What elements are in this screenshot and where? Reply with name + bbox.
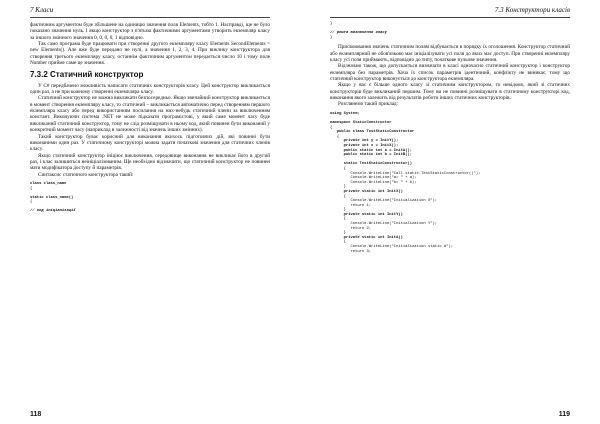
- code-line: Console.WriteLine("b= " + b);: [330, 180, 417, 185]
- paragraph: Так само програма буде працювати при створенні другого екземпляру класу Elements SecondElements = new Elements(). Але вже буде передано не нулі, а значення 1, 2, 3, 4. При виклику конструктора для створення третього екземпляру класу, останнім фактичним аргументом передається число 10 і тому поле Number прийме саме це значення.: [30, 41, 270, 67]
- right-page: [300, 0, 600, 424]
- section-header-title: 7.3 Конструктори класів: [494, 6, 570, 14]
- code-line: // решта визначення класу: [330, 31, 387, 36]
- code-line: namespace StaticConstructor: [330, 121, 392, 125]
- chapter-title: 7 Класи: [30, 6, 54, 14]
- code-line: {: [30, 186, 33, 191]
- code-line: {: [330, 240, 346, 245]
- page-number: 119: [558, 411, 570, 418]
- code-line: {: [330, 125, 333, 130]
- paragraph: Такий конструктор буває корисний для виконання якихось підготовчих дій, які повинні бути виконаними один раз. У статичному конструкторі можна задати початкові значення для статичних членів класу.: [30, 133, 270, 153]
- code-line: private static int InitY(): [330, 212, 403, 217]
- code-line: return 1;: [330, 203, 372, 208]
- code-line: static class_name(): [30, 195, 74, 200]
- code-line: }: [330, 208, 346, 213]
- code-line: class class_name: [30, 181, 67, 186]
- code-line: }: [330, 22, 333, 26]
- code-line: Console.WriteLine("Call static TestStaticConstructor()");: [330, 171, 481, 176]
- paragraph: Синтаксис статичного конструктора такий:: [38, 171, 134, 178]
- paragraph: Присвоювання значень статичним полям відбувається в порядку їх оголошення. Конструктор статичний або екземплярний не обов'язково має ініціалізувати усі поля до яких має доступ. При створенні екземпляру класу усі поля приймають, відповідно до типу, початкове нульове значення.: [330, 44, 570, 64]
- code-line: {: [330, 166, 346, 171]
- left-page-body: [30, 22, 270, 214]
- code-block: [330, 112, 570, 254]
- paragraph: Якщо статичний конструктор ініціює виключення, середовище виконання не викликає його в другий раз, і клас залишиться неініціалізованим. Ще необхідно відзначити, що статичний конструктор не повинен мати модифікатора доступу й параметрів.: [30, 152, 270, 172]
- code-line: private int y = InitY();: [330, 139, 399, 144]
- code-line: public class TestStaticConstructor: [330, 130, 415, 135]
- code-line: public static int b = InitB();: [330, 153, 413, 158]
- code-line: private static int InitX(): [330, 189, 403, 194]
- paragraph: фактичним аргументом буде збільшене на одиницю значення поля Elements, тобто 1. Насправді, ще не було показано значення нуль. І якщо конструктор з п'ятьма фактичними аргументами утворить екземпляр класу за іншого змінного значення 0, 0, 0, 0, 1 відповідно.: [30, 22, 270, 41]
- code-line: {: [330, 217, 346, 222]
- code-line: Console.WriteLine("Initialization X");: [330, 199, 438, 204]
- section-title: 7.3.2 Статичний конструктор: [30, 70, 144, 80]
- code-line: return 3;: [330, 249, 372, 254]
- code-line: private int x = InitX();: [330, 143, 399, 148]
- code-line: }: [330, 35, 333, 40]
- code-line: Console.WriteLine("a= " + a);: [330, 176, 417, 181]
- paragraph: Розглянемо такий приклад:: [338, 101, 399, 108]
- right-page-header: [330, 6, 570, 18]
- code-line: using System;: [330, 111, 360, 116]
- code-line: {: [330, 194, 346, 199]
- code-block: [30, 182, 270, 214]
- code-line: }: [330, 231, 346, 236]
- code-line: Console.WriteLine("Initialization Y");: [330, 222, 438, 227]
- code-line: {: [330, 134, 340, 139]
- paragraph: Відзначаю також, що допускається визначати в класі одночасно статичний конструктор і конструктор екземпляра без параметрів. Хоча їх список параметрів ідентичний, конфлікту не виникає, тому що статичний конструктор виконується до конструктора екземпляра.: [330, 63, 570, 83]
- right-page-body: [330, 22, 570, 254]
- paragraph: Статичний конструктор не можна викликати безпосередньо. Якщо звичайний конструктор викликається в момент створення екземпляру класу, то статичний – викликається автоматично перед створенням першого екземпляра класу або перед використанням посилання на них-небудь статичний члени за виключенням констант. Виконуючи система .NET не може підказати програмістові, у який саме момент часу буде викликаний статичний конструктор, тому не слід розміщувати в ньому код, який повинен бути виконаний у конкретний момент часу (наприклад в залежності від значень інших змінних).: [30, 95, 270, 134]
- code-line: // код ініціалізації: [30, 209, 76, 214]
- code-line: return 2;: [330, 226, 372, 231]
- left-page-header: [30, 6, 270, 18]
- code-block-top: [330, 22, 570, 40]
- code-line: static TestStaticConstructor(): [330, 162, 413, 167]
- code-line: private static int InitA(): [330, 235, 403, 240]
- code-line: public static int a = InitA();: [330, 148, 413, 153]
- code-line: {: [30, 200, 33, 205]
- paragraph: Якщо у вас є більше одного класу зі статичним конструктором, то невідомо, який зі статичних конструкторів буде викликаний першим. Тому ви не повинні розміщувати в статичному конструкторі код, виконання якого залежить від результатів роботи інших статичних конструкторів.: [330, 82, 570, 102]
- page-number: 118: [30, 411, 42, 418]
- paragraph: У C# передбачено можливість написати статичних конструкторів класу. Цей конструктор викликається один раз, а не при кожному створенні екземпляра класу.: [30, 82, 270, 96]
- code-line: Console.WriteLine("Initialization static A");: [330, 245, 454, 250]
- code-line: }: [330, 185, 346, 190]
